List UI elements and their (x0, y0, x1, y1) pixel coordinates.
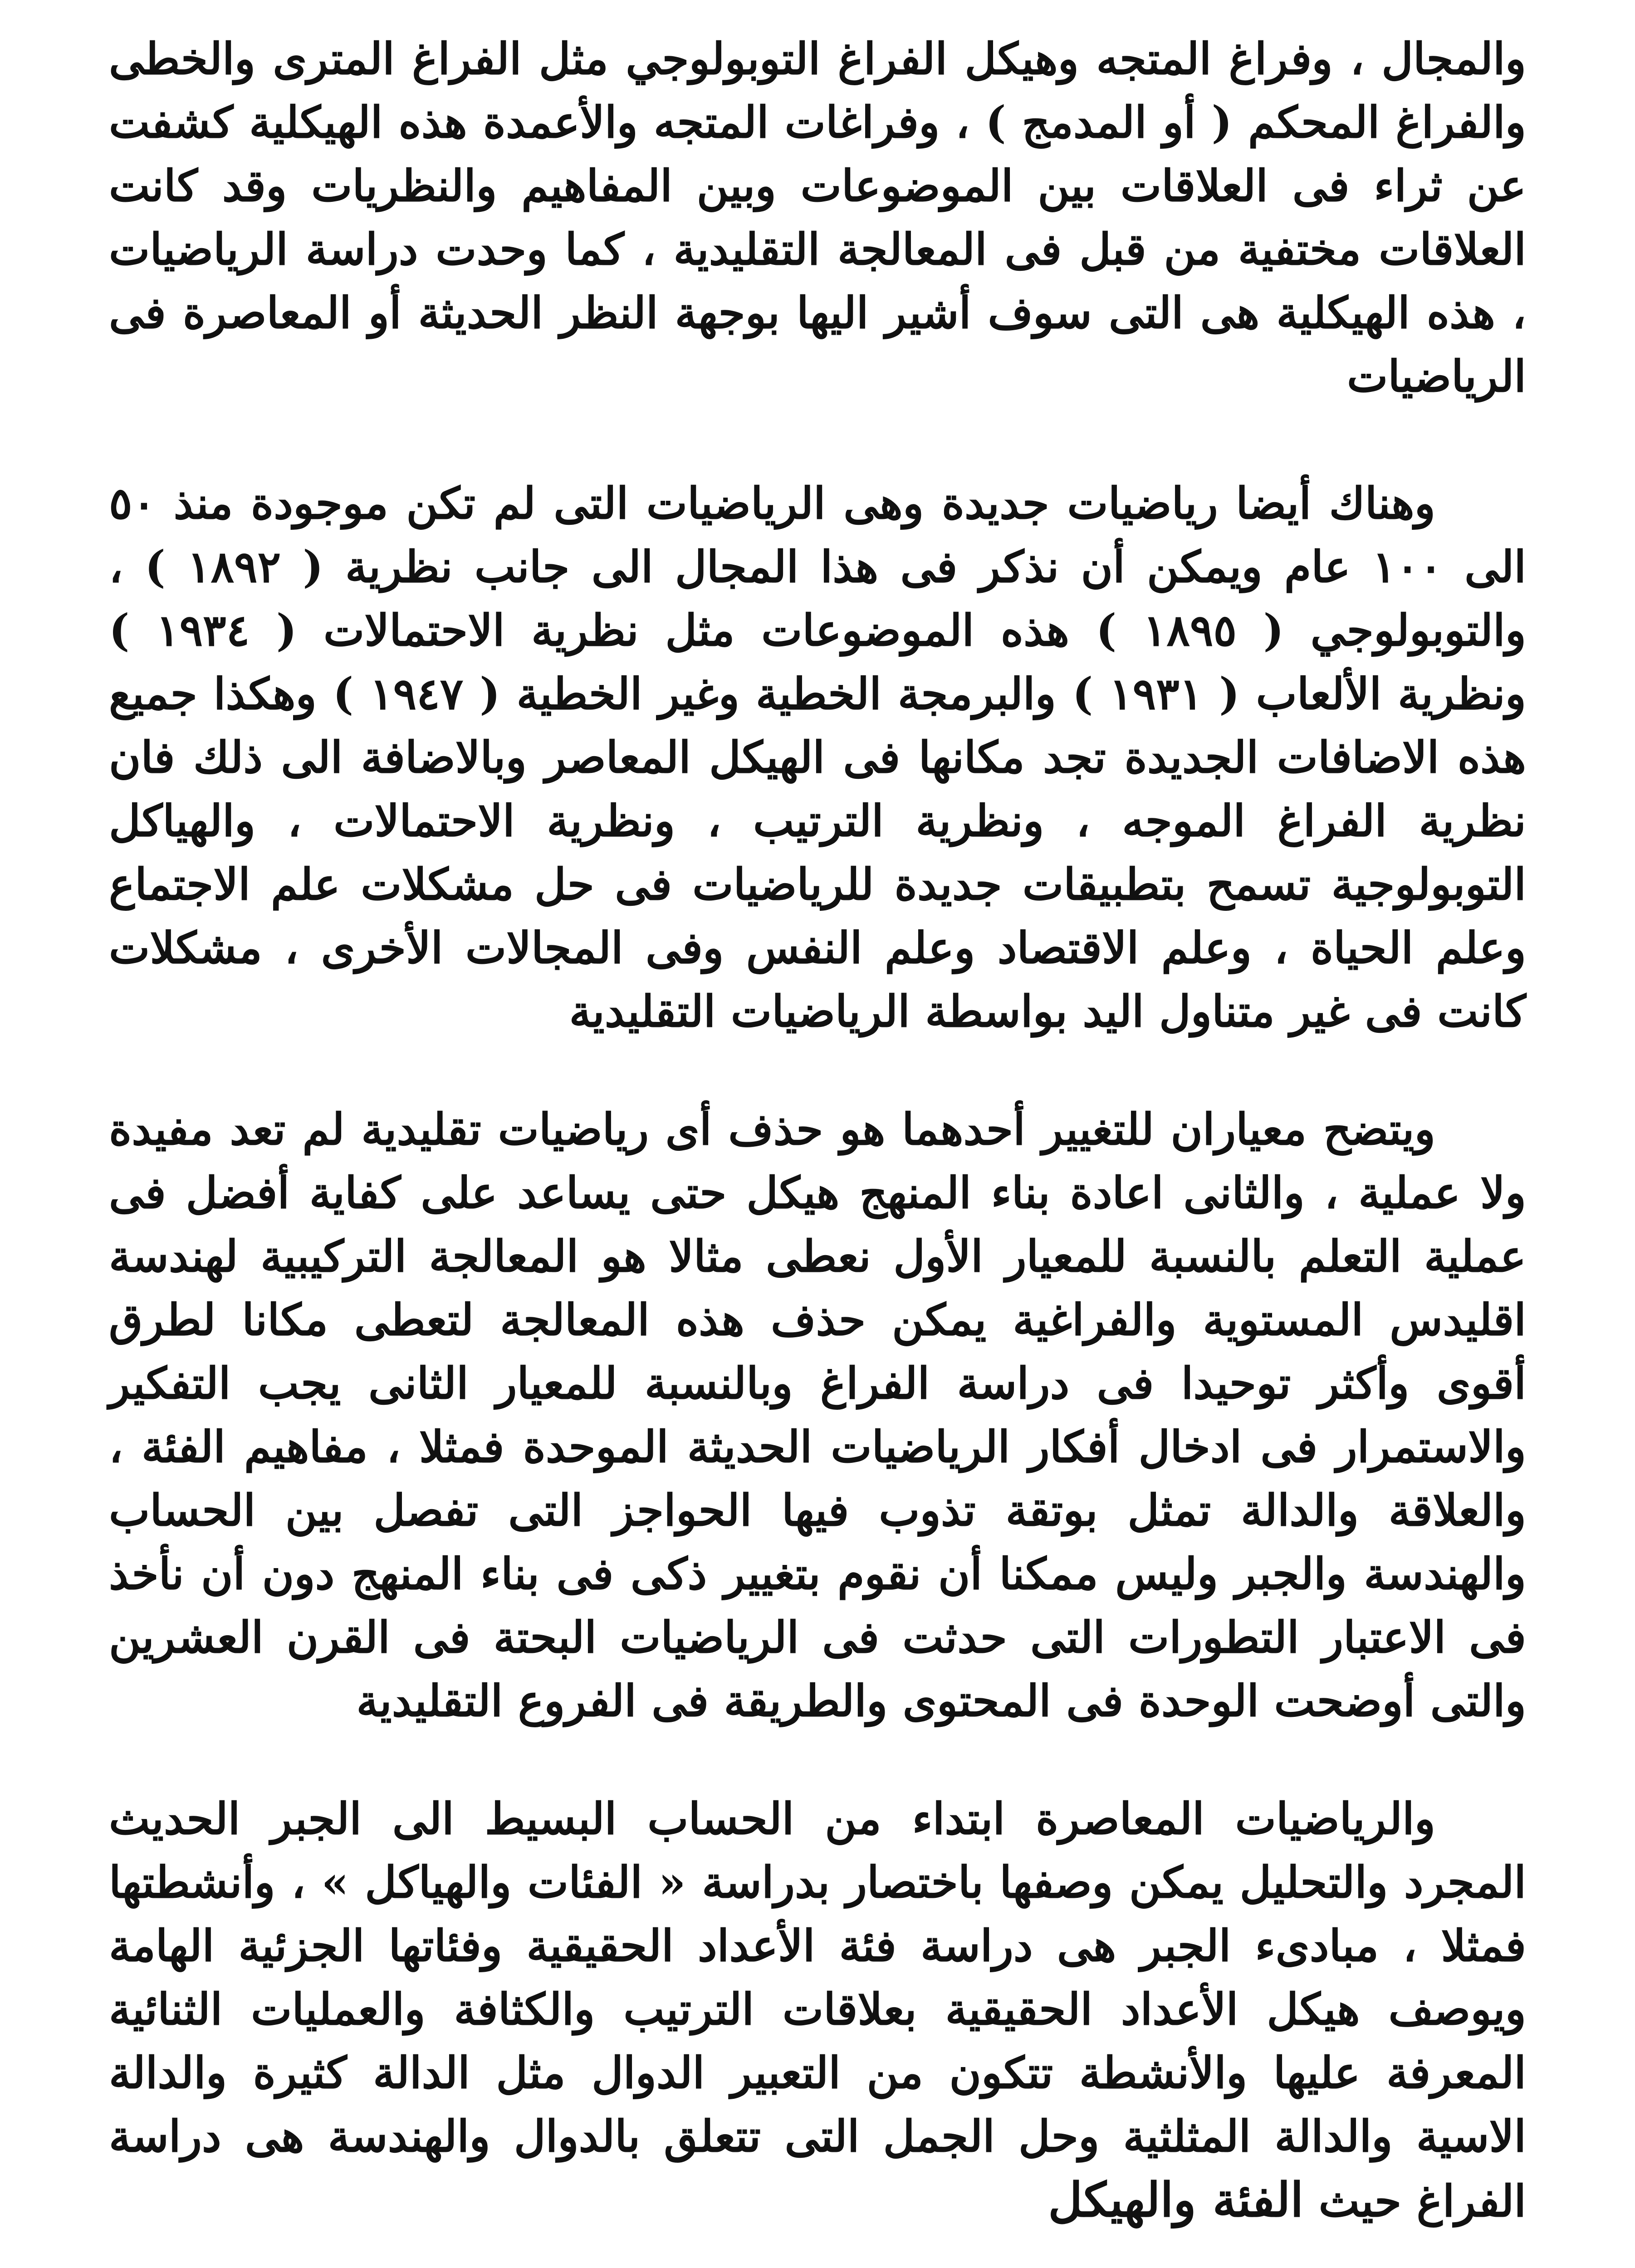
paragraph-1: والمجال ، وفراغ المتجه وهيكل الفراغ التوبولوجي مثل الفراغ المترى والخطى والفراغ المحكم ( أو المدمج ) ، وفراغات المتجه والأعمدة هذه الهيكلية كشفت عن ثراء فى العلاقات بين الموضوعات وبين المفاهيم والنظريات وقد كانت العلاقات مختفية من قبل فى المعالجة التقليدية ، كما وحدت دراسة الرياضيات ، هذه الهيكلية هى التى سوف أشير اليها بوجهة النظر الحديثة أو المعاصرة فى الرياضيات (109, 33, 1527, 402)
paragraph-2: وهناك أيضا رياضيات جديدة وهى الرياضيات التى لم تكن موجودة منذ ٥٠ الى ١٠٠ عام ويمكن أن نذكر فى هذا المجال الى جانب نظرية ( ١٨٩٢ ) ، والتوبولوجي ( ١٨٩٥ ) هذه الموضوعات مثل نظرية الاحتمالات ( ١٩٣٤ ) ونظرية الألعاب ( ١٩٣١ ) والبرمجة الخطية وغير الخطية ( ١٩٤٧ ) وهكذا جميع هذه الاضافات الجديدة تجد مكانها فى الهيكل المعاصر وبالاضافة الى ذلك فان نظرية الفراغ الموجه ، ونظرية الترتيب ، ونظرية الاحتمالات ، والهياكل التوبولوجية تسمح بتطبيقات جديدة للرياضيات فى حل مشكلات علم الاجتماع وعلم الحياة ، وعلم الاقتصاد وعلم النفس وفى المجالات الأخرى ، مشكلات كانت فى غير متناول اليد بواسطة الرياضيات التقليدية (109, 478, 1527, 1037)
paragraph-3: ويتضح معياران للتغيير أحدهما هو حذف أى رياضيات تقليدية لم تعد مفيدة ولا عملية ، والثانى اعادة بناء المنهج هيكل حتى يساعد على كفاية أفضل فى عملية التعلم بالنسبة للمعيار الأول نعطى مثالا هو المعالجة التركيبية لهندسة اقليدس المستوية والفراغية يمكن حذف هذه المعالجة لتعطى مكانا لطرق أقوى وأكثر توحيدا فى دراسة الفراغ وبالنسبة للمعيار الثانى يجب التفكير والاستمرار فى ادخال أفكار الرياضيات الحديثة الموحدة فمثلا ، مفاهيم الفئة ، والعلاقة والدالة تمثل بوتقة تذوب فيها الحواجز التى تفصل بين الحساب والهندسة والجبر وليس ممكنا أن نقوم بتغيير ذكى فى بناء المنهج دون أن نأخذ فى الاعتبار التطورات التى حدثت فى الرياضيات البحتة فى القرن العشرين والتى أوضحت الوحدة فى المحتوى والطريقة فى الفروع التقليدية (109, 1104, 1527, 1726)
paragraph-4-text: والرياضيات المعاصرة ابتداء من الحساب البسيط الى الجبر الحديث المجرد والتحليل يمكن وصفها باختصار بدراسة « الفئات والهياكل » ، وأنشطتها فمثلا ، مبادىء الجبر هى دراسة فئة الأعداد الحقيقية وفئاتها الجزئية الهامة ويوصف هيكل الأعداد الحقيقية بعلاقات الترتيب والكثافة والعمليات الثنائية المعرفة عليها والأنشطة تتكون من التعبير الدوال مثل الدالة كثيرة والدالة الاسية والدالة المثلثية وحل الجمل التى تتعلق بالدوال والهندسة هى دراسة الفراغ حيث (109, 1793, 1527, 2227)
paragraph-4 (109, 1787, 1526, 2233)
emphasized-phrase: الفئة والهيكل (1048, 2172, 1304, 2228)
body-text (109, 27, 1526, 2233)
